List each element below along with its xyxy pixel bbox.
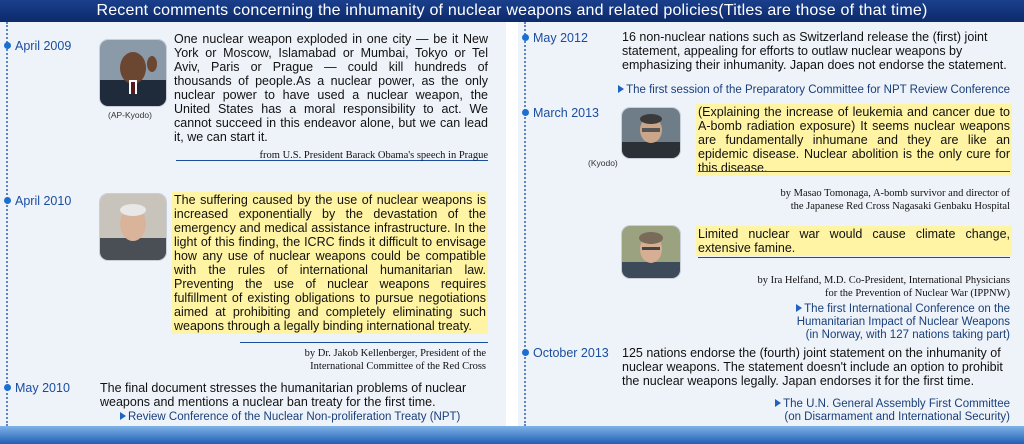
arrow-icon (796, 304, 802, 312)
photo-obama (100, 40, 166, 106)
timeline-dot-icon (4, 384, 11, 391)
left-column (0, 22, 506, 426)
photo-kellenberger (100, 194, 166, 260)
event-oslo-conference-3: (in Norway, with 127 nations taking part) (805, 329, 1010, 341)
arrow-icon (775, 399, 781, 407)
source-helfand-2: for the Prevention of Nuclear War (IPPNW) (825, 288, 1010, 299)
date-october-2013: October 2013 (522, 346, 609, 360)
quote-kellenberger: The suffering caused by the use of nuclear weapons is increased exponentially by the devastation of the emergency and medical assistance infrastructure. In the light of this finding, the ICRC finds it difficult to envisage how any use of nuclear weapons could be compatible with the rules of international humanitarian law. Preventing the use of nuclear weapons requires fulfillment of existing obligations to pursue negotiations aimed at prohibiting and completely eliminating such weapons through a legally binding international treaty. (174, 193, 486, 333)
event-oslo-conference-1: The first International Conference on the (668, 303, 1010, 316)
right-column (518, 22, 1024, 426)
source-kellenberger-2: International Committee of the Red Cross (310, 361, 486, 372)
event-text-may-2010: The final document stresses the humanitarian problems of nuclear weapons and mentions a nuclear ban treaty for the first time. (100, 381, 467, 409)
source-kellenberger-1: by Dr. Jakob Kellenberger, President of the (304, 348, 486, 359)
date-march-2013: March 2013 (522, 106, 599, 120)
event-prepcom: The first session of the Preparatory Committee for NPT Review Conference (558, 84, 1010, 97)
event-text-may-2012: 16 non-nuclear nations such as Switzerland release the (first) joint statement, appealing for efforts to outlaw nuclear weapons by emphasizing their inhumanity. Japan does not endorse the statement. (622, 30, 1007, 72)
arrow-icon (120, 412, 126, 420)
portrait-icon (100, 40, 166, 106)
quote-helfand: Limited nuclear war would cause climate change, extensive famine. (698, 227, 1010, 255)
source-tomonaga-2: the Japanese Red Cross Nagasaki Genbaku Hospital (790, 201, 1010, 212)
timeline-dot-icon (522, 109, 529, 116)
event-text-october-2013: 125 nations endorse the (fourth) joint statement on the inhumanity of nuclear weapons. The statement doesn't include an option to prohibit the nuclear weapons legally. Japan endorses it for the first time. (622, 346, 1003, 388)
event-oslo-conference-2: Humanitarian Impact of Nuclear Weapons (796, 316, 1010, 328)
event-npt-review: Review Conference of the Nuclear Non-proliferation Treaty (NPT) (100, 411, 486, 424)
arrow-icon (618, 85, 624, 93)
quote-underline (698, 171, 1010, 172)
page-title: Recent comments concerning the inhumanity of nuclear weapons and related policies(Titles are those of that time) (0, 0, 1024, 22)
timeline-dot-icon (4, 197, 11, 204)
date-may-2012: May 2012 (522, 31, 588, 45)
photo-helfand (622, 226, 680, 278)
date-april-2010: April 2010 (4, 194, 71, 208)
quote-tomonaga: (Explaining the increase of leukemia and cancer due to A-bomb radiation exposure) It seems nuclear weapons are fundamentally inhumane and they are like an epidemic disease. Nuclear abolition is the only cure for this disease. (698, 105, 1010, 175)
event-un-first-committee-2: (on Disarmament and International Security) (784, 411, 1010, 423)
timeline-dot-icon (4, 42, 11, 49)
quote-underline (698, 257, 1010, 258)
photo-credit: (Kyodo) (588, 158, 618, 168)
portrait-icon (622, 108, 680, 158)
photo-tomonaga (622, 108, 680, 158)
photo-credit: (AP-Kyodo) (108, 110, 152, 120)
date-april-2009: April 2009 (4, 39, 71, 53)
timeline-dot-icon (522, 349, 529, 356)
portrait-icon (622, 226, 680, 278)
timeline-line (524, 22, 526, 426)
footer-band (0, 426, 1024, 444)
quote-obama: One nuclear weapon exploded in one city — be it New York or Moscow, Islamabad or Mumbai, Tokyo or Tel Aviv, Paris or Prague — could kill hundreds of thousands of people.As a nuclear power, as the only nuclear power to have used a nuclear weapon, the United States has a moral responsibility to act. We cannot succeed in this endeavor alone, but we can lead it, we can start it. (174, 32, 488, 144)
event-un-first-committee-1: The U.N. General Assembly First Committee (668, 398, 1010, 411)
portrait-icon (100, 194, 166, 260)
timeline-line (6, 22, 8, 426)
source-obama: from U.S. President Barack Obama's speech in Prague (259, 150, 488, 161)
source-helfand-1: by Ira Helfand, M.D. Co-President, International Physicians (757, 275, 1010, 286)
date-may-2010: May 2010 (4, 381, 70, 395)
source-tomonaga-1: by Masao Tomonaga, A-bomb survivor and director of (780, 188, 1010, 199)
timeline-dot-icon (522, 34, 529, 41)
quote-underline (240, 342, 488, 343)
